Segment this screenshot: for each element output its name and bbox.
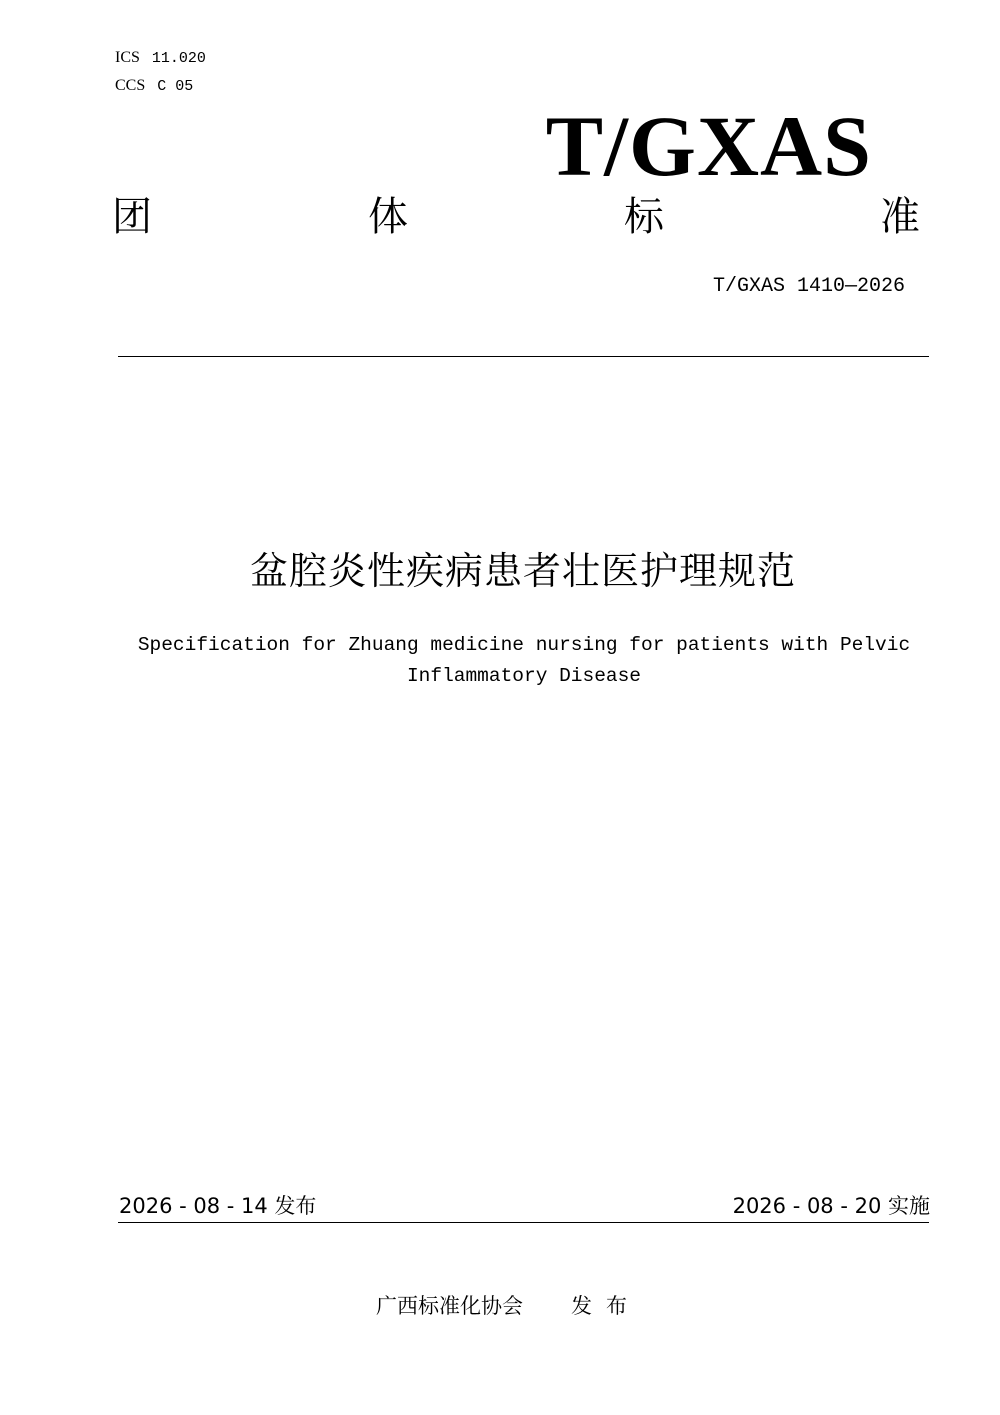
- ics-classification: [115, 48, 206, 69]
- ics-label: ICS: [115, 49, 140, 66]
- ccs-label: CCS: [115, 77, 146, 94]
- publisher-name: 广西标准化协会: [376, 1294, 523, 1318]
- ccs-classification: [115, 76, 193, 97]
- standard-type-char: 体: [368, 194, 408, 240]
- ccs-value: C 05: [157, 78, 194, 95]
- issue-date: 2026 - 08 - 14 发布: [119, 1194, 317, 1218]
- document-title-english: Specification for Zhuang medicine nursing for patients with Pelvic Inflammatory Disease: [137, 634, 911, 687]
- standard-type-char: 标: [624, 194, 664, 240]
- standard-type-heading: [112, 192, 920, 242]
- standard-number: T/GXAS 1410—2026: [712, 275, 905, 298]
- ics-value: 11.020: [151, 50, 206, 67]
- top-divider: [118, 356, 929, 357]
- document-title-chinese: 盆腔炎性疾病患者壮医护理规范: [249, 549, 796, 593]
- standard-type-char: 团: [112, 194, 152, 240]
- publisher-action: 发布: [571, 1294, 641, 1318]
- publisher-line: [376, 1292, 641, 1320]
- bottom-divider: [118, 1222, 929, 1223]
- standard-logo: T/GXAS: [545, 98, 872, 194]
- standard-type-char: 准: [880, 194, 920, 240]
- implementation-date: 2026 - 08 - 20 实施: [732, 1194, 930, 1218]
